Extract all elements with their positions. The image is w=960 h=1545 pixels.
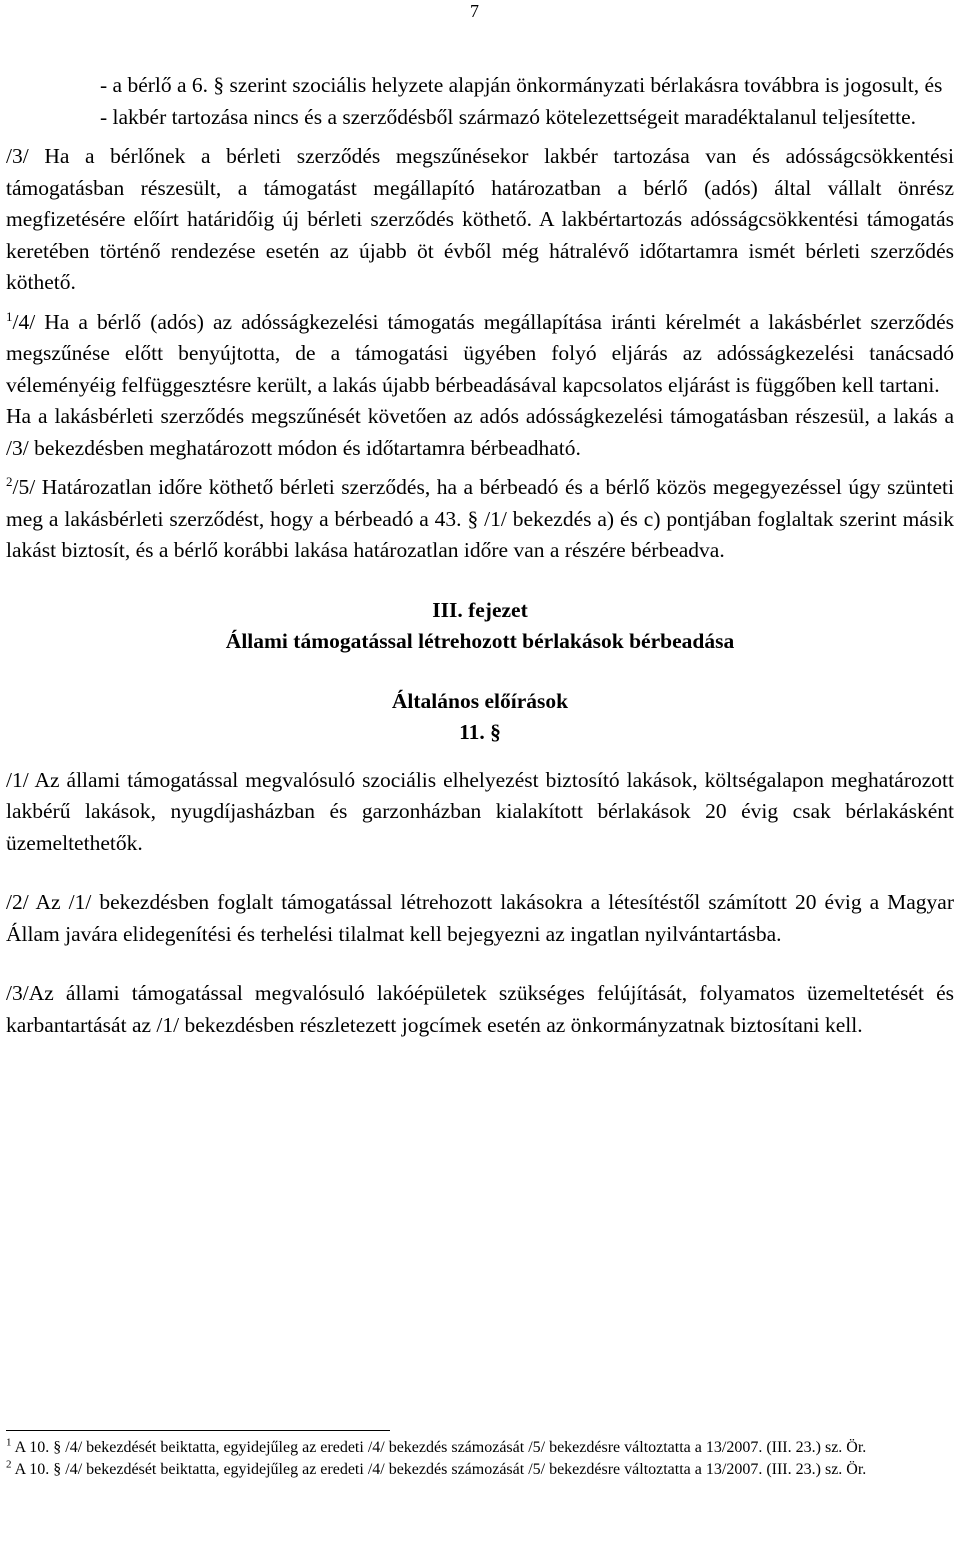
footnote: $^1$ A 10. § /4/ bekezdését beiktatta, egyidejűleg az eredeti /4/ bekezdés számozását /5/ bekezdésre változtatta a 13/2007. (III. 23.) sz. Ör. <box>6 1436 867 1456</box>
footnotes <box>6 1437 954 1481</box>
chapter-title: Állami támogatással létrehozott bérlakások bérbeadása <box>225 629 735 653</box>
paragraph-4b: Ha a lakásbérleti szerződés megszűnését követően az adós adósságkezelési támogatásban részesül, a lakás a /3/ bekezdésben meghatározott módon és időtartamra bérbeadható. <box>6 404 954 460</box>
section-11-paragraph-1: /1/ Az állami támogatással megvalósuló szociális elhelyezést biztosító lakások, költségalapon meghatározott lakbérű lakások, nyugdíjasházban és garzonházban kialakított bérlakások 20 évig csak bérlakásként üzemeltethetők. <box>6 767 954 855</box>
list-item: - a bérlő a 6. § szerint szociális helyzete alapján önkormányzati bérlakásra továbbra is jogosult, és <box>100 73 943 97</box>
document-body <box>6 70 954 1041</box>
list-item: - lakbér tartozása nincs és a szerződésből származó kötelezettségeit maradéktalanul teljesítette. <box>100 104 917 129</box>
section-11-paragraph-3: /3/Az állami támogatással megvalósuló lakóépületek szükséges felújítását, folyamatos üzemeltetését és karbantartását az /1/ bekezdésben részletezett jogcímek esetén az önkormányzatnak biztosítani kell. <box>6 981 954 1037</box>
footnote-ref[interactable]: 1 <box>6 308 13 324</box>
paragraph-5: $^2$/5/ Határozatlan időre köthető bérleti szerződés, ha a bérbeadó és a bérlő közös megegyezéssel úgy szünteti meg a lakásbérleti szerződést, hogy a bérbeadó a 43. § /1/ bekezdés a) és c) pontjában foglaltak szerint másik lakást biztosít, és a bérlő korábbi lakása határozatlan időre van a részére bérbeadva. <box>6 473 954 562</box>
paragraph-3: /3/ Ha a bérlőnek a bérleti szerződés megszűnésekor lakbér tartozása van és adósságcsökkentési támogatásban részesült, a támogatást megállapító határozatban a bérlő (adós) által vállalt önrész megfizetésére előírt határidőig új bérleti szerződés köthető. A lakbértartozás adósságcsökkentési támogatás keretében történő rendezése esetén az újabb öt évből még hátralévő időtartamra ismét bérleti szerződés köthető. <box>6 144 954 294</box>
chapter-subtitle: Általános előírások <box>391 688 569 713</box>
footnote-ref[interactable]: 2 <box>6 473 13 489</box>
page-number: 7 <box>470 1 479 21</box>
section-11-paragraph-2: /2/ Az /1/ bekezdésben foglalt támogatással létrehozott lakásokra a létesítéstől számított 20 évig a Magyar Állam javára elidegenítési és terhelési tilalmat kell bejegyezni az ingatlan nyilvántartásba. <box>6 890 954 946</box>
footnote-divider <box>6 1430 390 1431</box>
footnote: $^2$ A 10. § /4/ bekezdését beiktatta, egyidejűleg az eredeti /4/ bekezdés számozását /5/ bekezdésre változtatta a 13/2007. (III. 23.) sz. Ör. <box>6 1458 867 1478</box>
chapter-number: III. fejezet <box>432 597 528 622</box>
paragraph-4: $^1$/4/ Ha a bérlő (adós) az adósságkezelési támogatás megállapítása iránti kérelmét a lakásbérlet szerződés megszűnése előtt benyújtotta, de a támogatási ügyében folyó eljárás az adósságkezelési tanácsadó véleményéig felfüggesztésre került, a lakás újabb bérbeadásával kapcsolatos eljárást is függőben kell tartani. <box>6 308 954 397</box>
section-number: 11. § <box>459 720 501 744</box>
